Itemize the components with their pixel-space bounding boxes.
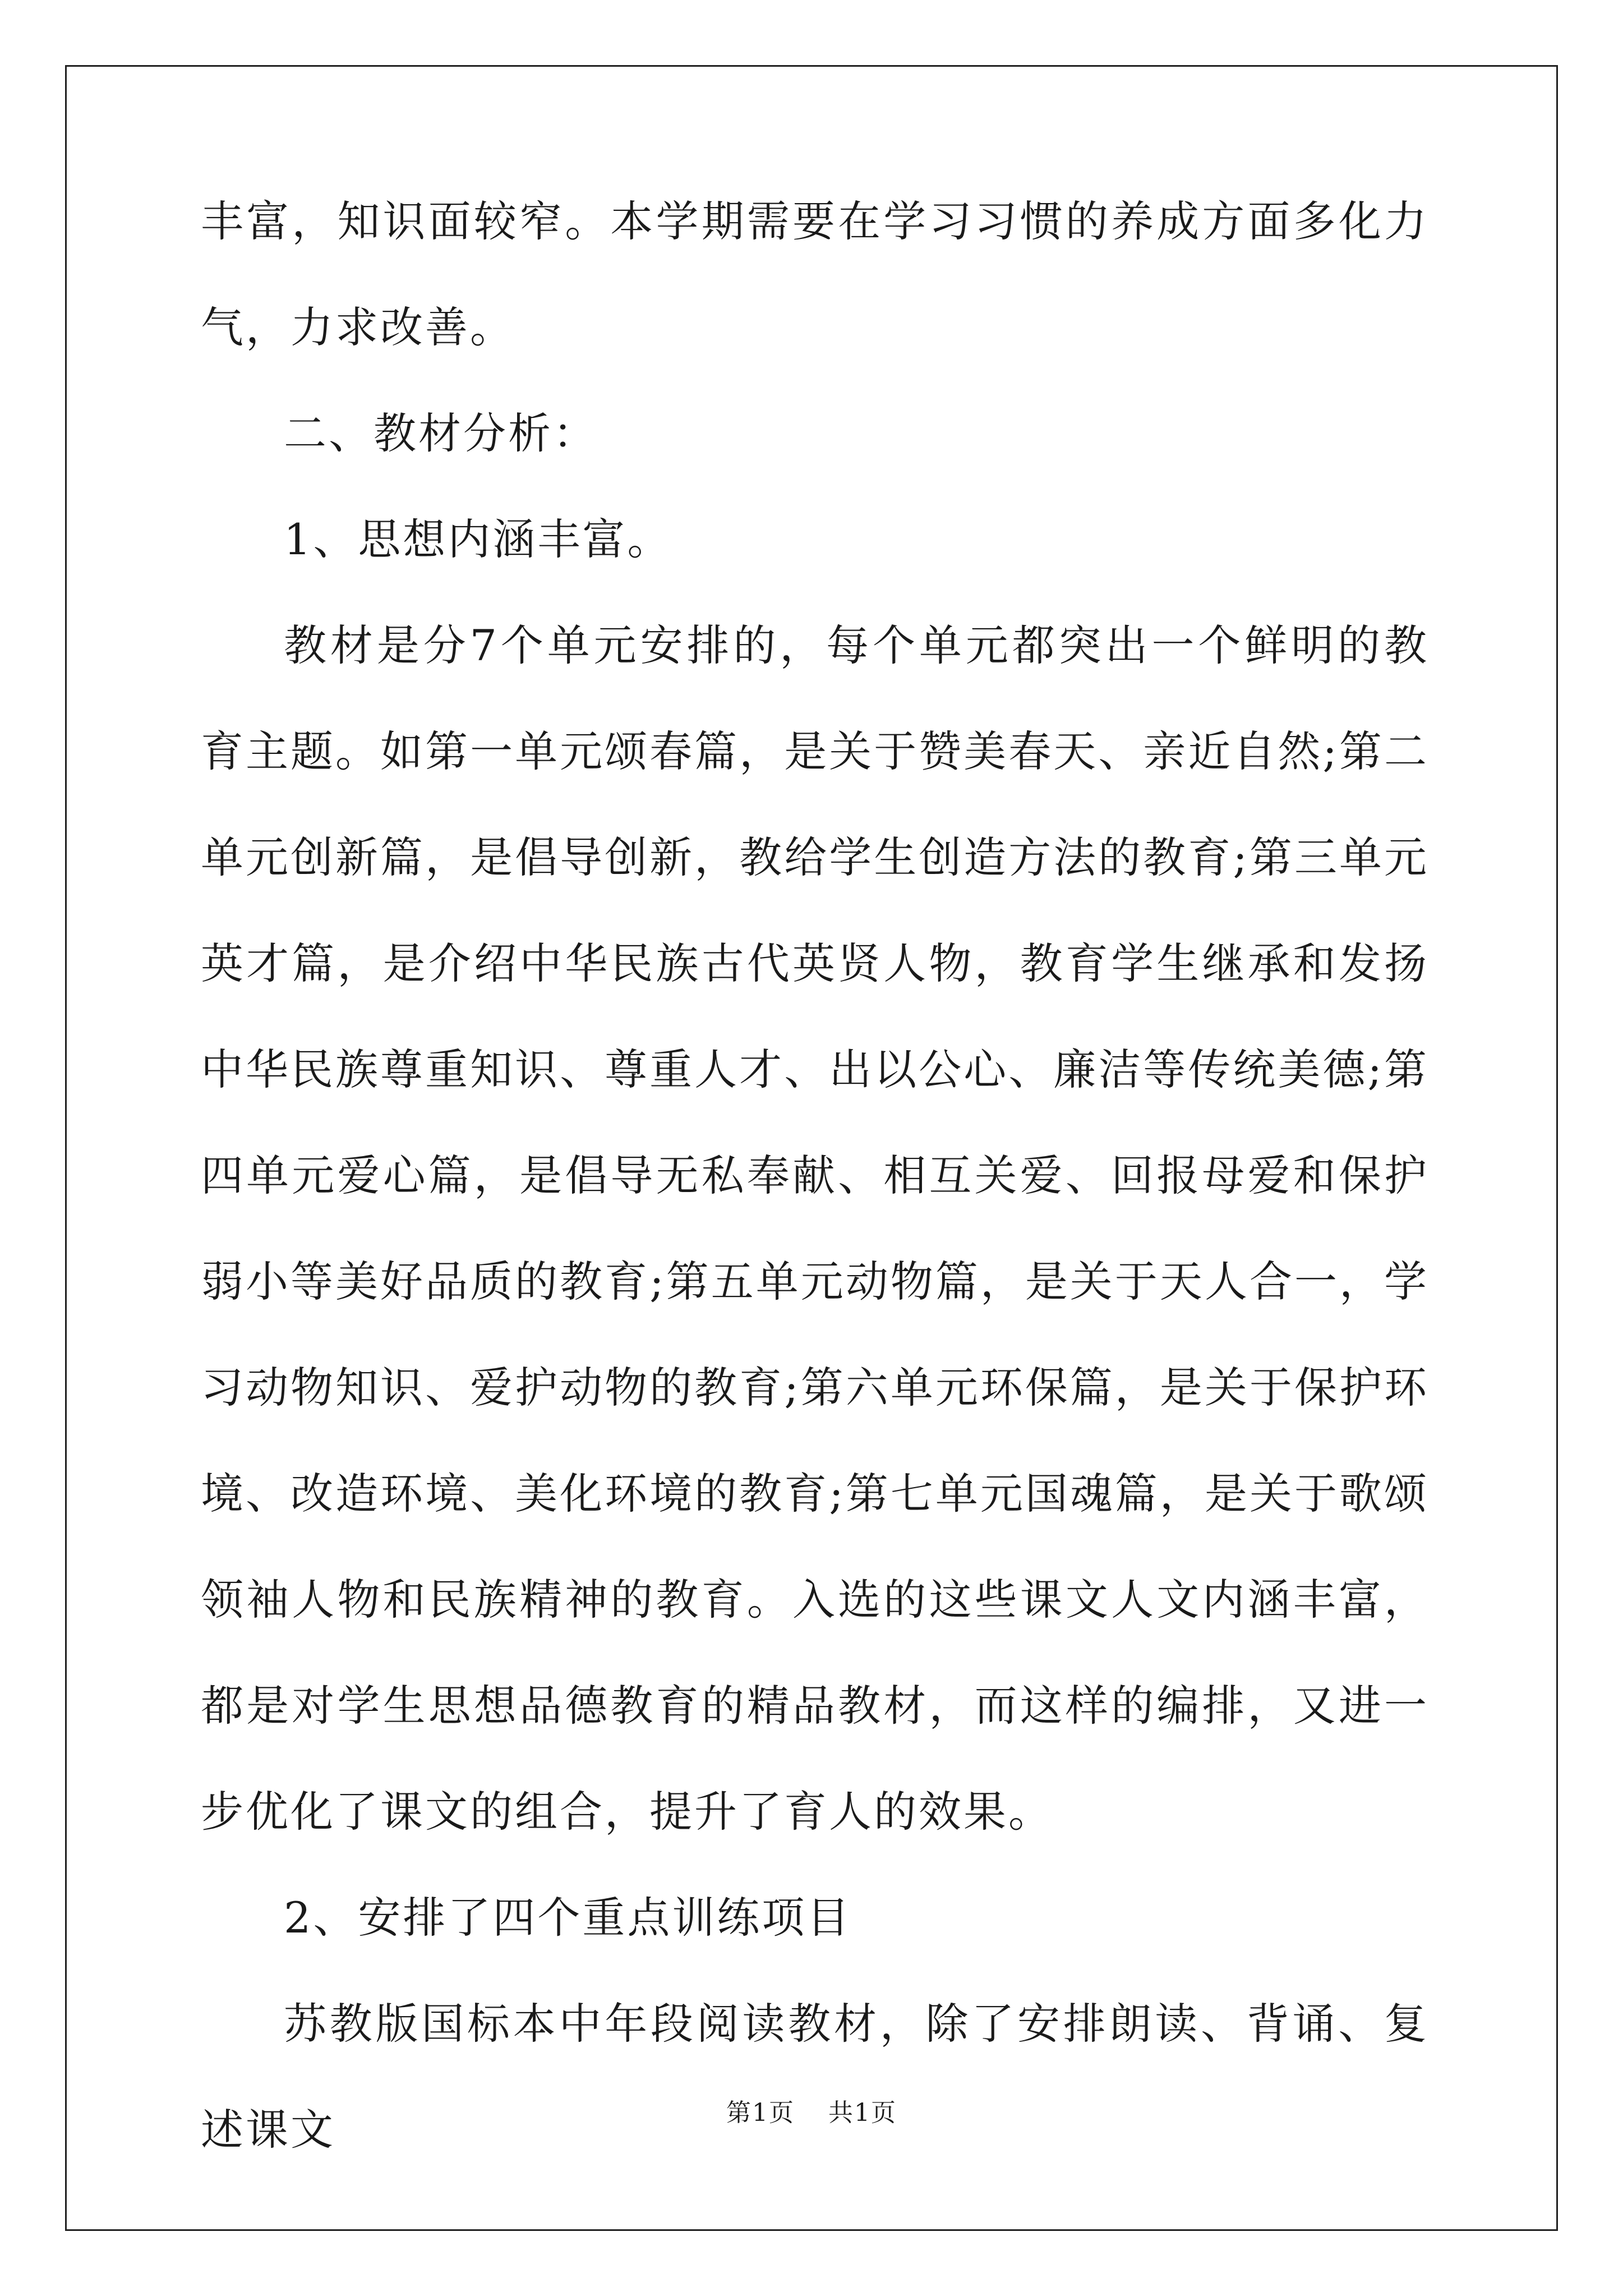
subheading-training-items: 2、安排了四个重点训练项目: [284, 1893, 852, 1943]
paragraph-units: 教材是分7个单元安排的，每个单元都突出一个鲜明的教育主题。如第一单元颂春篇，是关于赞美春天、亲近自然;第二单元创新篇，是倡导创新，教给学生创造方法的教育;第三单元英才篇，是介绍中华民族古代英贤人物，教育学生继承和发扬中华民族尊重知识、尊重人才、出以公心、廉洁等传统美德;第四单元爱心篇，是倡导无私奉献、相互关爱、回报母爱和保护弱小等美好品质的教育;第五单元动物篇，是关于天人合一，学习动物知识、爱护动物的教育;第六单元环保篇，是关于保护环境、改造环境、美化环境的教育;第七单元国魂篇，是关于歌颂领袖人物和民族精神的教育。入选的这些课文人文内涵丰富，都是对学生思想品德教育的精品教材，而这样的编排，又进一步优化了课文的组合，提升了育人的效果。: [201, 620, 1429, 1837]
paragraph-1: 丰富，知识面较窄。本学期需要在学习习惯的养成方面多化力气，力求改善。: [201, 196, 1429, 352]
page-footer: [0, 2096, 1623, 2130]
section-heading-textbook-analysis: 二、教材分析：: [284, 408, 598, 458]
page-number-total: 共1页: [828, 2099, 897, 2127]
document-body: [201, 168, 1429, 2183]
paragraph-reading-materials: 苏教版国标本中年段阅读教材，除了安排朗读、背诵、复述课文: [201, 1999, 1429, 2155]
subheading-rich-content: 1、思想内涵丰富。: [284, 514, 672, 564]
page-number-current: 第1页: [726, 2099, 795, 2127]
